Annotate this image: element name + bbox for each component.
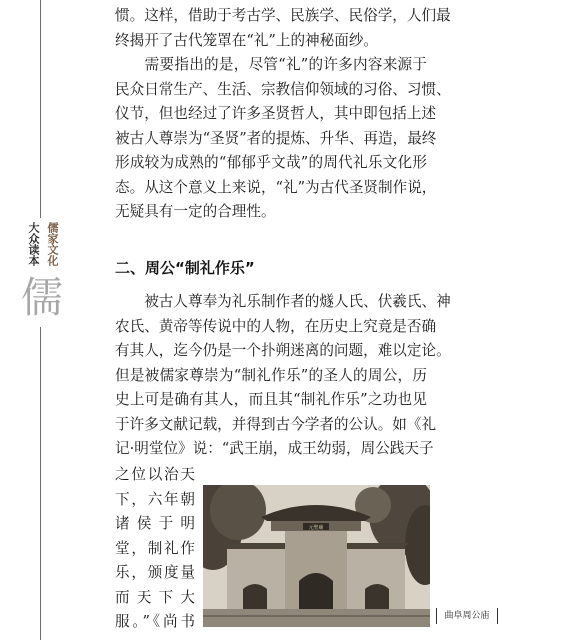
text-line: 无疑具有一定的合理性。 bbox=[115, 203, 276, 220]
body-text-section2 bbox=[115, 290, 451, 462]
text-line: 被古人尊奉为礼乐制作者的燧人氏、伏羲氏、神 bbox=[115, 293, 451, 310]
gate-plaque: 元聖廟 bbox=[308, 525, 324, 531]
text-line: 诸侯于明 bbox=[115, 515, 195, 532]
text-line: 但是被儒家尊崇为“制礼作乐”的圣人的周公，历 bbox=[115, 366, 427, 384]
text-line: 于许多文献记载，并得到古今学者的公认。如《礼 bbox=[115, 415, 437, 433]
body-text-section1 bbox=[115, 4, 451, 225]
wrapped-text-column bbox=[115, 463, 195, 635]
text-line: 堂，制礼作 bbox=[115, 539, 195, 557]
text-line: 农氏、黄帝等传说中的人物，在历史上究竟是否确 bbox=[115, 317, 437, 335]
text-line: 态。从这个意义上来说，“礼”为古代圣贤制作说， bbox=[115, 178, 437, 196]
series-title: 儒家文化 bbox=[46, 222, 59, 266]
text-line: 服。”《尚书 bbox=[115, 613, 195, 630]
text-line: 民众日常生产、生活、宗教信仰领域的习俗、习惯、 bbox=[115, 80, 451, 98]
text-line: 终揭开了古代笼罩在“礼”上的神秘面纱。 bbox=[115, 31, 379, 49]
text-line: 有其人，迄今仍是一个扑朔迷离的问题，难以定论。 bbox=[115, 342, 451, 359]
text-line: 惯。这样，借助于考古学、民族学、民俗学，人们最 bbox=[115, 7, 451, 24]
text-line: 而天下大 bbox=[115, 588, 195, 606]
text-line: 需要指出的是，尽管“礼”的许多内容来源于 bbox=[115, 56, 427, 73]
text-line: 被古人尊崇为“圣贤”者的提炼、升华、再造，最终 bbox=[115, 129, 437, 147]
margin-rule-bottom bbox=[40, 327, 41, 640]
series-label bbox=[26, 222, 58, 270]
temple-gate-photo bbox=[203, 485, 430, 627]
section-heading: 二、周公“制礼作乐” bbox=[115, 259, 255, 277]
text-line: 记·明堂位》说：“武王崩，成王幼弱，周公践天子 bbox=[115, 440, 434, 457]
text-line: 之位以治天 bbox=[115, 466, 195, 483]
text-line: 史上可是确有其人，而且其“制礼作乐”之功也见 bbox=[115, 391, 427, 408]
figure-caption: 曲阜周公庙 bbox=[436, 608, 498, 624]
ru-seal-logo: 儒 bbox=[21, 273, 64, 322]
margin-rule-top bbox=[40, 0, 41, 218]
series-subtitle: 大众读本 bbox=[27, 222, 40, 266]
text-line: 乐，颁度量 bbox=[115, 564, 195, 581]
text-line: 形成较为成熟的“郁郁乎文哉”的周代礼乐文化形 bbox=[115, 154, 427, 171]
text-line: 下，六年朝 bbox=[115, 490, 195, 508]
text-line: 仪节，但也经过了许多圣贤哲人，其中即包括上述 bbox=[115, 105, 437, 122]
